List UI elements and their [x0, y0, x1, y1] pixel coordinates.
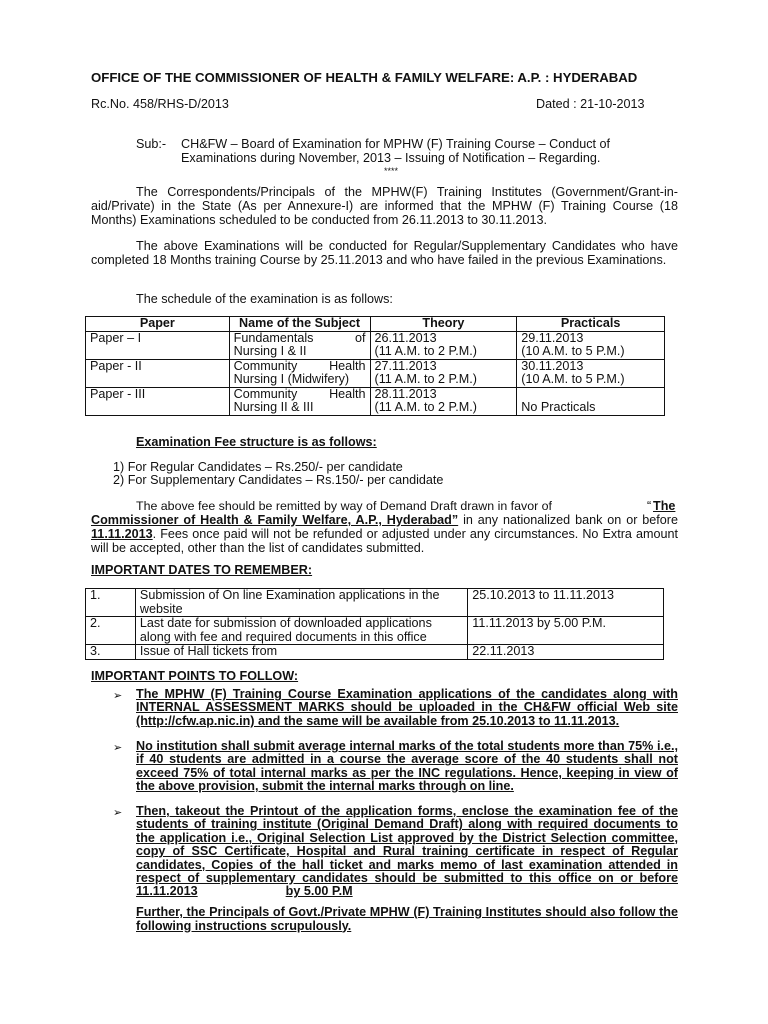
point-item-3-deadline: by 5.00 P.M — [285, 884, 353, 899]
practicals-cell — [517, 359, 665, 387]
dates-value: 11.11.2013 by 5.00 P.M. — [468, 617, 664, 645]
theory-time: (11 A.M. to 2 P.M.) — [374, 344, 477, 358]
practicals-cell — [517, 387, 665, 415]
dates-row — [86, 645, 664, 660]
point-item-2: No institution shall submit average internal marks of the total students more than 75% i.e., if 40 students are admitted in a course the average score of the 40 students shall not exceed 75% of total internal marks as per the INC regulations. Hence, keeping in view of the above provision, submit the internal marks through on line. — [136, 739, 678, 794]
dates-index: 2. — [86, 617, 136, 645]
subject-line-1: CH&FW – Board of Examination for MPHW (F) Training Course – Conduct of — [181, 137, 611, 151]
paper-cell: Paper - III — [86, 387, 230, 415]
reference-number: Rc.No. 458/RHS-D/2013 — [91, 97, 229, 111]
dates-value: 25.10.2013 to 11.11.2013 — [468, 589, 664, 617]
schedule-row — [86, 331, 665, 359]
dates-value: 22.11.2013 — [468, 645, 664, 660]
point-item-1: The MPHW (F) Training Course Examination applications of the candidates along with INTERNAL ASSESSMENT MARKS should be uploaded in the CH&FW official Web site (http://cfw.ap.nic.in) and the same will be available from 25.10.2013 to 11.11.2013. — [136, 687, 678, 728]
subject-cell: Community Health Nursing I (Midwifery) — [229, 359, 370, 387]
schedule-header-cell: Practicals — [517, 317, 665, 332]
theory-cell — [370, 387, 517, 415]
point-item-3 — [136, 805, 678, 899]
point-item-3-text: Then, takeout the Printout of the application forms, enclose the examination fee of the students of training institute (Original Demand Draft) along with required documents to the application i.e., Original Selection List approved by the District Selection committee, copy of SSC Certificate, Hospital and Rural training certificate in respect of Regular candidates, Copies of the hall ticket and marks memo of last examination attended in respect of supplementary candidates should be submitted to this office on or before 11.11.2013 — [136, 804, 678, 899]
points-heading: IMPORTANT POINTS TO FOLLOW: — [91, 669, 299, 683]
schedule-row — [86, 359, 665, 387]
closing-text: Further, the Principals of Govt./Private MPHW (F) Training Institutes should also follow the following instructions scrupulously. — [136, 905, 678, 933]
quote-open: “ — [647, 499, 652, 513]
theory-time: (11 A.M. to 2 P.M.) — [374, 400, 477, 414]
remit-intro: The above fee should be remitted by way of Demand Draft drawn in favor of — [136, 499, 552, 513]
theory-cell — [370, 331, 517, 359]
dates-index: 1. — [86, 589, 136, 617]
theory-time: (11 A.M. to 2 P.M.) — [374, 372, 477, 386]
dated: Dated : 21-10-2013 — [536, 97, 645, 111]
payee-name: The Commissioner of Health & Family Welfare, A.P., Hyderabad” — [91, 499, 676, 527]
remit-deadline: 11.11.2013 — [91, 527, 153, 541]
dates-event: Submission of On line Examination applications in the website — [135, 589, 467, 617]
schedule-header-cell: Paper — [86, 317, 230, 332]
theory-date: 27.11.2013 — [374, 358, 437, 373]
theory-cell — [370, 359, 517, 387]
arrow-bullet-icon: ➢ — [113, 742, 123, 754]
dates-row — [86, 589, 664, 617]
schedule-header-cell: Name of the Subject — [229, 317, 370, 332]
office-heading: OFFICE OF THE COMMISSIONER OF HEALTH & FAMILY WELFARE: A.P. : HYDERABAD — [91, 70, 638, 85]
subject-cell: Fundamentals of Nursing I & II — [229, 331, 370, 359]
paper-cell: Paper – I — [86, 331, 230, 359]
schedule-row — [86, 387, 665, 415]
dates-heading: IMPORTANT DATES TO REMEMBER: — [91, 563, 313, 577]
practicals-date: 30.11.2013 — [521, 358, 584, 373]
dates-table — [85, 588, 664, 660]
remit-end: . Fees once paid will not be refunded or adjusted under any circumstances. No Extra amount will be accepted, other than the list of candidates submitted. — [91, 527, 678, 555]
practicals-note: No Practicals — [521, 400, 596, 414]
practicals-date — [521, 388, 660, 402]
theory-date: 28.11.2013 — [374, 386, 437, 401]
practicals-time: (10 A.M. to 5 P.M.) — [521, 372, 625, 386]
practicals-time: (10 A.M. to 5 P.M.) — [521, 344, 625, 358]
practicals-cell — [517, 331, 665, 359]
subject-line-2: Examinations during November, 2013 – Issuing of Notification – Regarding. — [181, 151, 601, 165]
schedule-header-row — [86, 317, 665, 332]
subject-label: Sub:- — [136, 137, 167, 151]
dates-row — [86, 617, 664, 645]
schedule-header-cell: Theory — [370, 317, 517, 332]
arrow-bullet-icon: ➢ — [113, 690, 123, 702]
fee-item-supplementary: 2) For Supplementary Candidates – Rs.150/- per candidate — [113, 473, 444, 487]
closing-instruction — [136, 906, 678, 933]
practicals-date: 29.11.2013 — [521, 330, 584, 345]
theory-date: 26.11.2013 — [374, 330, 437, 345]
paragraph-2: The above Examinations will be conducted for Regular/Supplementary Candidates who have completed 18 Months training Course by 25.11.2013 and who have failed in the previous Examinations. — [91, 239, 678, 267]
dates-event: Issue of Hall tickets from — [135, 645, 467, 660]
paper-cell: Paper - II — [86, 359, 230, 387]
subject-cell: Community Health Nursing II & III — [229, 387, 370, 415]
fee-heading: Examination Fee structure is as follows: — [136, 435, 377, 449]
schedule-table — [85, 316, 665, 416]
subject-stars: **** — [384, 166, 399, 176]
dates-index: 3. — [86, 645, 136, 660]
paragraph-1: The Correspondents/Principals of the MPHW(F) Training Institutes (Government/Grant-in-aid/Private) in the State (As per Annexure-I) are informed that the MPHW (F) Training Course (18 Months) Examinations scheduled to be conducted from 26.11.2013 to 30.11.2013. — [91, 185, 678, 227]
dates-event: Last date for submission of downloaded applications along with fee and required documents in this office — [135, 617, 467, 645]
fee-item-regular: 1) For Regular Candidates – Rs.250/- per candidate — [113, 460, 403, 474]
remit-mid: in any nationalized bank on or before — [458, 513, 678, 527]
remit-paragraph — [91, 499, 678, 555]
schedule-intro: The schedule of the examination is as follows: — [136, 292, 393, 306]
arrow-bullet-icon: ➢ — [113, 807, 123, 819]
